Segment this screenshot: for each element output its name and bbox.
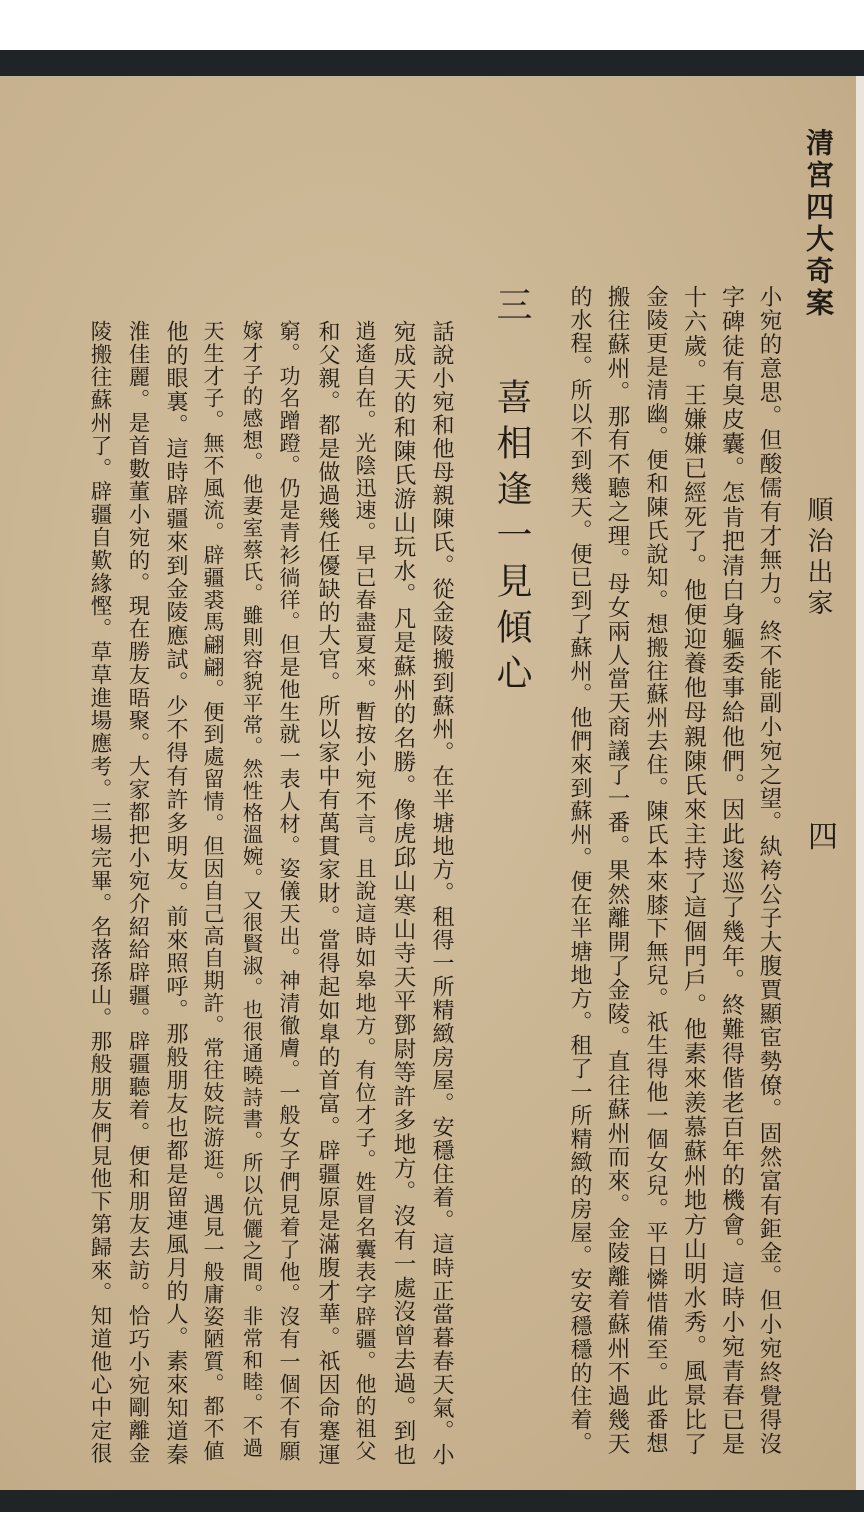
text-column: 嫁才子的感想。他妻室蔡氏。雖則容貌平常。然性格溫婉。又很賢淑。也很通曉詩書。所以伉儷之間。非常和睦。不過 — [239, 320, 263, 1459]
section-title: 順治出家 — [803, 496, 833, 620]
text-column: 金陵更是清幽。便和陳氏說知。想搬往蘇州去住。陳氏本來膝下無兒。祇生得他一個女兒。平日憐惜備至。此番想 — [643, 285, 668, 1455]
text-column: 話說小宛和他母親陳氏。從金陵搬到蘇州。在半塘地方。租得一所精緻房屋。安穩住着。這時正當暮春天氣。小 — [429, 320, 454, 1467]
scan-top-border — [0, 50, 864, 76]
text-column: 字碑徒有臭皮囊。怎肯把清白身軀委事給他們。因此逡巡了幾年。終難得偕老百年的機會。這時小宛青春已是 — [718, 285, 744, 1457]
book-title: 清宮四大奇案 — [802, 128, 835, 320]
text-column: 陵搬往蘇州了。辟疆自歎緣慳。草草進場應考。三場完畢。名落孫山。那般朋友們見他下第歸來。知道他心中定很 — [87, 320, 112, 1465]
page-edge — [856, 76, 864, 1490]
text-column: 小宛的意思。但酸儒有才無力。終不能副小宛之望。紈袴公子大腹賈顯宦勢僚。固然富有鉅金。但小宛終覺得沒 — [756, 285, 782, 1457]
chapter-title: 三 喜相逢一見傾心 — [491, 286, 532, 700]
text-column: 窮。功名蹭蹬。仍是青衫徜徉。但是他生就一表人材。姿儀天出。神清徹膚。一般女子們見着了他。沒有一個不有願 — [277, 320, 301, 1463]
text-column: 淮佳麗。是首數董小宛的。現在勝友晤聚。大家都把小宛介紹給辟疆。辟疆聽着。便和朋友去訪。恰巧小宛剛離金 — [125, 320, 150, 1465]
text-column: 他的眼裏。這時辟疆來到金陵應試。少不得有許多明友。前來照呼。那般朋友也都是留連風月的人。素來知道秦 — [163, 320, 188, 1467]
text-column: 搬往蘇州。那有不聽之理。母女兩人當天商議了一番。果然離開了金陵。直往蘇州而來。金陵離着蘇州不過幾天 — [604, 285, 630, 1457]
text-column: 天生才子。無不風流。辟疆裘馬翩翩。便到處留情。但因自己高自期許。常往妓院游逛。遇見一般庸姿陋質。都不値 — [201, 320, 225, 1463]
text-column: 和父親。都是做過幾任優缺的大官。所以家中有萬貫家財。當得起如臯的首富。辟疆原是滿腹才華。祇因命蹇運 — [315, 320, 340, 1467]
scan-bottom-border — [0, 1490, 864, 1512]
text-column: 的水程。所以不到幾天。便已到了蘇州。他們來到蘇州。便在半塘地方。租了一所精緻的房屋。安安穩穩的住着。 — [567, 285, 592, 1455]
text-column: 逍遙自在。光陰迅速。早已春盡夏來。暫按小宛不言。且說這時如皋地方。有位才子。姓冒名囊表字辟疆。他的祖父 — [353, 320, 377, 1463]
text-column: 十六歲。王嫌嫌已經死了。他便迎養他母親陳氏來主持了這個門戶。他素來羨慕蘇州地方山明水秀。風景比了 — [680, 285, 706, 1457]
text-column: 宛成天的和陳氏游山玩水。凡是蘇州的名勝。像虎邱山寒山寺天平鄧尉等許多地方。沒有一處沒曾去過。到也 — [390, 320, 416, 1468]
page-number: 四 — [808, 820, 838, 855]
